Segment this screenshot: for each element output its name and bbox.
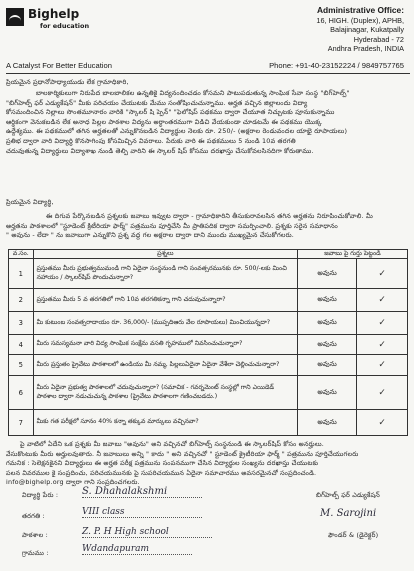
paragraph-line: అర్హతను పాఠశాలలో "స్టూడెంట్ క్రిటీరియా ఫార్మ్" పత్రమును పూర్తిచేసి మీ ప్రాతిపదిక ద్వారా సమర్పించాలి. ప్రశ్నకు సరైన సమాధానం [6, 221, 338, 230]
paragraph-line: ఆర్థికంగా వెనుకబడిన లేక అనాధ పిల్లల పాఠశాల విద్యను అర్ధాంతరముగా విడిచి వేయకుండా చూడటమే ఈ పథకము యొక్క [6, 117, 322, 126]
answer-no-checkbox[interactable] [357, 410, 408, 436]
question-text: మీరు ప్రస్తుతం ప్రైవేటు పాఠశాలలో ఉండియు మీ నమ్మ, పిల్లలుఏదైనా ఏదైనా వేశేలా చెల్లించుచున్నారా? [33, 355, 297, 376]
address-line: Balajinagar, Kukatpally [330, 25, 404, 35]
table-header-row [9, 250, 408, 259]
student-name-field[interactable]: S. Dhahalakshmi [82, 486, 202, 498]
answer-no-checkbox[interactable] [357, 312, 408, 335]
paragraph-line: పై వాటిలో ఏదేని ఒక ప్రశ్నకు మీ జవాబు "అవును" అని వచ్చినచో బిగ్‌హెల్ప్ సంస్థనుండి ఈ స్కాలర్‌షిప్ కోసం అనర్హులు. [20, 440, 325, 448]
answer-yes[interactable]: అవును [297, 259, 356, 289]
header-divider [6, 73, 410, 74]
checkmark-icon: ✓ [378, 387, 386, 398]
checkmark-icon: ✓ [378, 295, 386, 305]
logo-icon [6, 8, 24, 26]
village-label: గ్రామము : [22, 549, 49, 557]
row-number: 7 [9, 410, 34, 436]
answer-yes[interactable]: అవును [297, 376, 356, 410]
question-text: మీరు ఏదైనా ప్రభుత్వ పాఠశాలలో చదువుచున్నారా? (సమాచిక - గవర్నమెంట్ సంస్థల్లో గాని ఎయిడెడ్ పాఠశాల ద్వారా నడుచుచున్న పాఠశాల (ప్రైవేటు పాఠశాలగా గణించబడదు.) [33, 376, 297, 410]
school-label: పాఠశాల : [22, 531, 48, 539]
checkmark-icon: ✓ [378, 417, 386, 428]
checkmark-icon: ✓ [378, 360, 386, 370]
class-label: తరగతి : [22, 512, 45, 520]
row-number: 5 [9, 355, 34, 376]
signatory-title: ఫౌండర్ & (డైరెక్టర్) [328, 531, 379, 539]
table-row [9, 376, 408, 410]
class-field[interactable]: VIII class [82, 507, 202, 518]
row-number: 4 [9, 335, 34, 355]
paragraph-line: వేసుకొంటుకు మీరు అర్హులవుతారు. నీ జవాబులు అన్ని " కాదు " అని వచ్చినచో " స్టూడెంట్ క్రైటీరియా ఫార్మ్ " పత్రమును పూర్తిచేయుగలరు [6, 449, 359, 458]
question-text: ప్రస్తుతము మీరు ప్రభుత్వముమండి గాని ఏదైనా సంస్థనుండి గాని సంవత్సరమునకు రూ. 500/-లకు మించి నహాయం / స్కాలర్‌షిప్ పొందుచున్నారా? [33, 259, 297, 289]
question-text: మీరు సమస్యమనా వారి విద్య సాంఘిక సంక్షేమ వసతి గృహములో నివసించుచున్నారా? [33, 335, 297, 355]
address-line: Hyderabad - 72 [353, 34, 404, 44]
office-title: Administrative Office: [316, 5, 404, 15]
paragraph-line: ఉద్దేశ్యము. ఈ పథకములో తగిన అర్హతలతో ఎన్నుకొనబడిన విద్యార్థుల నెలకు రూ. 250/- (అక్షరాల రెండువందల యాభై రూపాయలు) [6, 127, 348, 136]
answer-yes[interactable]: అవును [297, 355, 356, 376]
village-field[interactable]: Wdandapuram [82, 544, 192, 555]
answer-yes[interactable]: అవును [297, 410, 356, 436]
paragraph-line: పలన వివరముల కై సంప్రదించు, పరిచయమునకు పై సుపరిచయమున ఏదైనా సమాచారము అవసరమైనచో సంప్రదించండి. [6, 468, 317, 477]
office-address [244, 6, 404, 54]
table-row [9, 259, 408, 289]
table-row [9, 335, 408, 355]
col-number-header: వ.సం. [9, 250, 34, 259]
salutation: ప్రియమైన ప్రధానోపాధ్యాయుడు లేక గ్రామాధికారి, [6, 78, 129, 86]
student-name-label: విద్యార్థి పేరు : [22, 491, 59, 499]
email-line: info@bighelp.org ద్వారా గాని సంప్రదించగలరు. [6, 478, 140, 487]
address-line: Andhra Pradesh, INDIA [327, 44, 404, 54]
checkmark-icon: ✓ [378, 268, 386, 279]
paragraph-line: కోసమందించిన నిల్లాలు సొంతమూనారం వారికి "స్కాలర్ షి ప్పెన్" "ఫెలోషిప్ పథకము ద్వారా చేయూత నిచ్చుటకు పూనుకున్నాము [6, 108, 335, 117]
checkmark-icon: ✓ [378, 318, 386, 328]
answer-yes[interactable]: అవును [297, 289, 356, 312]
school-field[interactable]: Z. P. H High school [82, 527, 212, 538]
paragraph-line: " అవును - లేదా " ను జవాబుగా ఎన్నుకొని ప్రశ్న వద్ద గల అక్షరాల ద్వారా దాని ముందు ముఖ్యమైన చేసుకోగలరు. [6, 231, 295, 240]
table-row [9, 289, 408, 312]
paragraph-line: ప్రతిభ ద్వారా వారి విద్యార్థి కొనసాగింపు కోసమిచ్చిన వివరాలు. పేరుకు వారి ఈ పథకములు 5 నుండి 10వ తరగతి [6, 136, 296, 145]
answer-no-checkbox[interactable] [357, 289, 408, 312]
signature: M. Sarojini [320, 508, 377, 519]
paragraph-line: ఈ దిగువ పేర్కొనబడిన ప్రశ్నలకు జవాబు ఇవ్వుట ద్వారా - గ్రామాధికారిని తీసుకురావలసిన తగిన అర్హతను నిరూపించుకోవాలి. మీ [46, 212, 373, 220]
question-text: ప్రస్తుతము మీరు 5 వ తరగతిలో గాని 10వ తరగతికన్నా గాని చదువుచున్నారా? [33, 289, 297, 312]
answer-yes[interactable]: అవును [297, 312, 356, 335]
paragraph-line: బాలకార్మికులుగా నిరుపేద బాలబాలికల ఉన్నతికై విద్యనందించడం కోసమని పాటుపడుతున్న సాంఘిక సేవా సంస్థ "బిగ్‌హెల్ప్" [36, 89, 350, 97]
paragraph-line: గమనిక : సెలెక్షనకైనని విద్యార్థులు ఈ అర్హత పరీక్ష పత్రమును సంపనముగా చేసిన విద్యార్థుల సంఖ్యను దరఖాస్తు చేయుటకు [6, 459, 319, 468]
criteria-table [8, 249, 408, 436]
paragraph-line: చదువుతున్న విద్యార్థులు విద్యాశాఖ నుండి తెల్పి వారిని ఈ స్కాలర్ షిప్ కోసము దరఖాస్తు చేసుకోవలసినదిగా కోరుతాము. [6, 146, 314, 155]
tagline: A Catalyst For Better Education [6, 61, 112, 70]
table-row [9, 312, 408, 335]
closing-paragraph [6, 440, 410, 488]
answer-no-checkbox[interactable] [357, 355, 408, 376]
question-text: మీకు గత పరీక్షలో సూనం 40% కన్నా తక్కువ మార్కులు వచ్చినవా? [33, 410, 297, 436]
answer-no-checkbox[interactable] [357, 376, 408, 410]
checkmark-icon: ✓ [378, 339, 386, 350]
brand-name: Bighelp [28, 7, 80, 21]
answer-no-checkbox[interactable] [357, 335, 408, 355]
answer-yes[interactable]: అవును [297, 335, 356, 355]
regards: బిగ్‌హెల్ప్ ఫర్ ఎడ్యుకేషన్ [316, 491, 380, 499]
paragraph-line: "బిగ్‌హెల్ప్ ఫర్ ఎడ్యుకేషన్" మీకు పరిచయం చేయుటకు మేము సంతోషించుచున్నాము. అర్హత వచ్చిన జిల్లాలందు విద్యా [6, 98, 308, 107]
phone-number: Phone: +91-40-23152224 / 9849757765 [269, 61, 404, 70]
col-question-header: ప్రశ్నలు [33, 250, 297, 259]
row-number: 2 [9, 289, 34, 312]
instructions-paragraph [6, 212, 410, 241]
student-salutation: ప్రియమైన విద్యార్థి, [6, 198, 54, 206]
row-number: 1 [9, 259, 34, 289]
row-number: 6 [9, 376, 34, 410]
address-line: 16, HIGH. (Duplex), APHB, [316, 15, 404, 25]
col-answer-header: జవాబు పై గుర్తు పెట్టండి [297, 250, 407, 259]
row-number: 3 [9, 312, 34, 335]
table-row [9, 355, 408, 376]
table-row [9, 410, 408, 436]
brand-subtitle: for education [40, 22, 90, 30]
answer-no-checkbox[interactable] [357, 259, 408, 289]
question-text: మీ కుటుంబ సంవత్సరాదాయం రూ. 36,000/- (ముప్పదిఆరు వేల రూపాయలు) మించియున్నదా? [33, 312, 297, 335]
intro-paragraph [6, 89, 410, 156]
